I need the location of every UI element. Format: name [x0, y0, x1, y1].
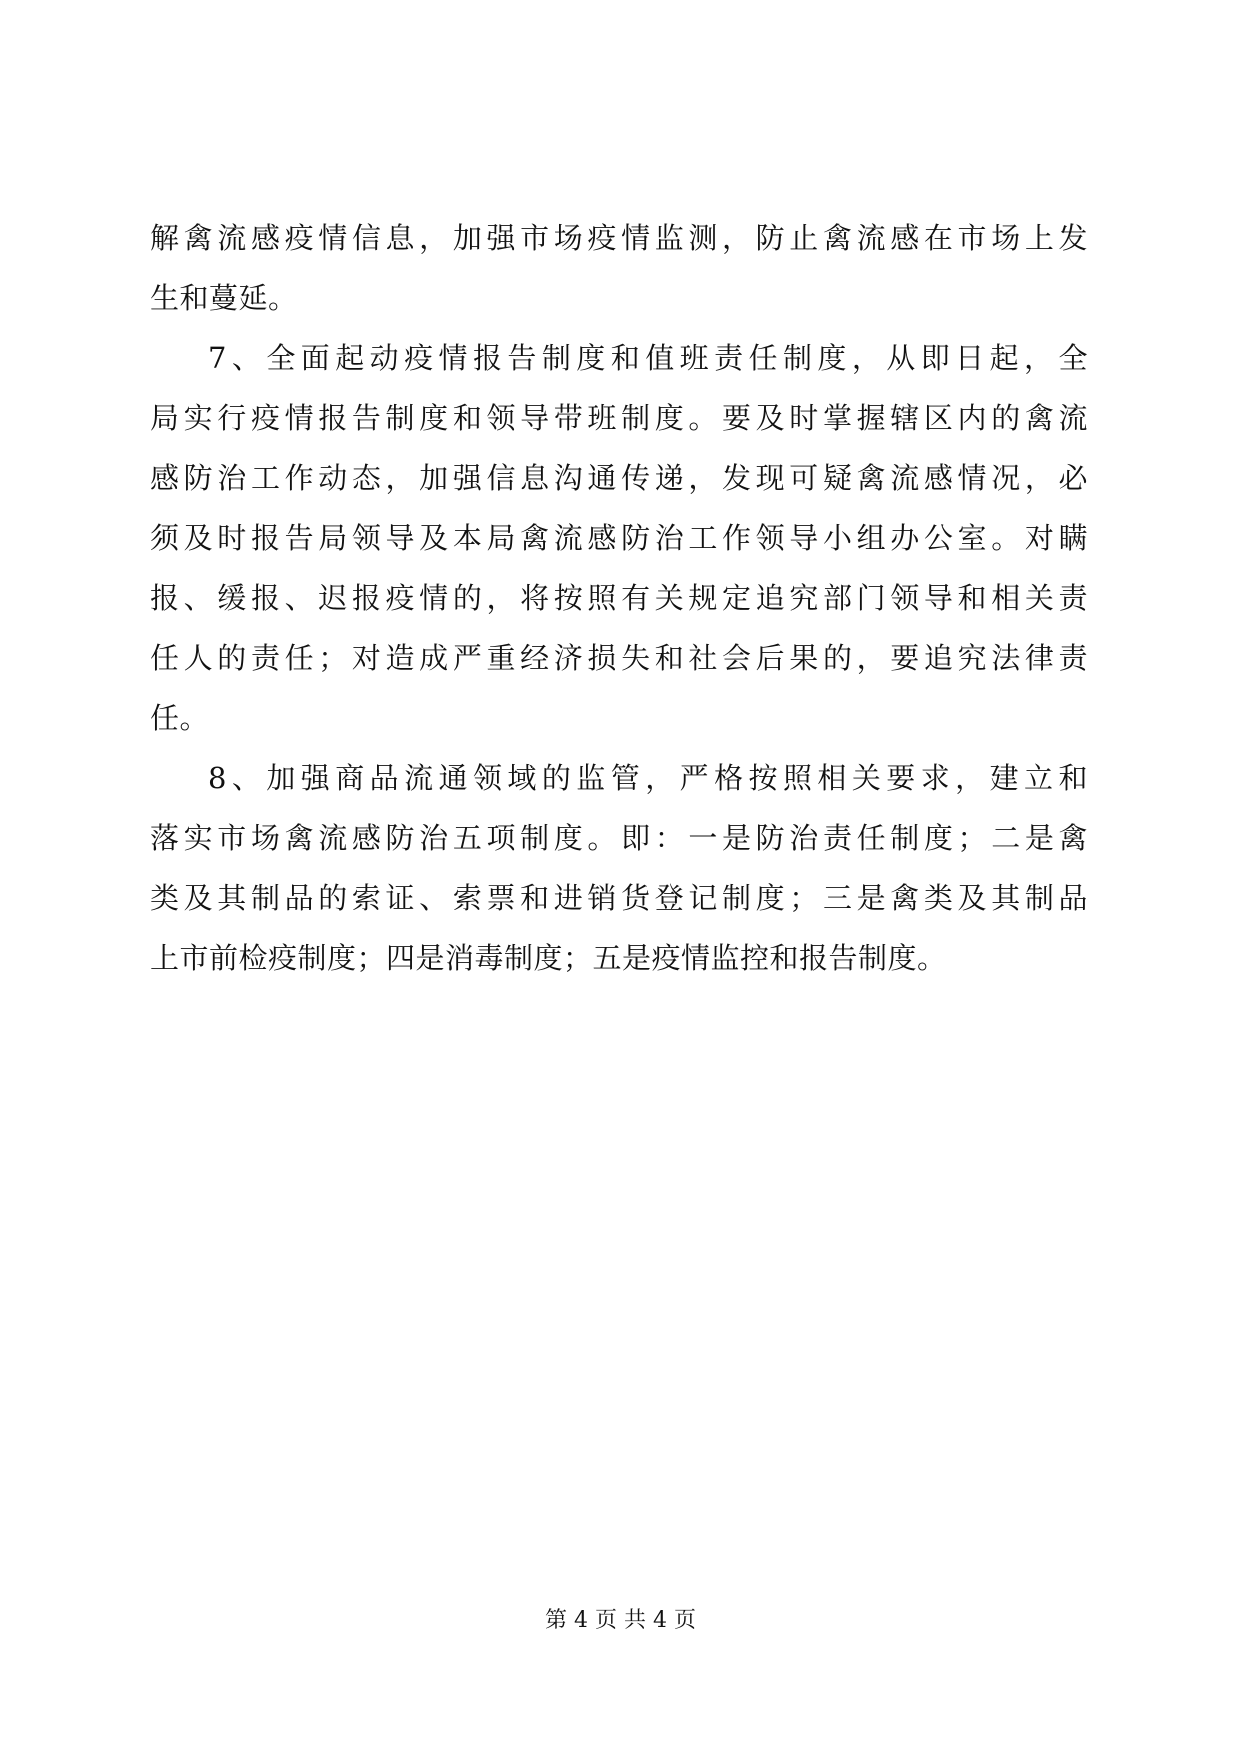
- text-line: 须及时报告局领导及本局禽流感防治工作领导小组办公室。对瞒: [150, 521, 1088, 555]
- text-line: 局实行疫情报告制度和领导带班制度。要及时掌握辖区内的禽流: [150, 401, 1088, 435]
- text-line: 任人的责任；对造成严重经济损失和社会后果的，要追究法律责: [150, 641, 1088, 675]
- text-line: 上市前检疫制度；四是消毒制度；五是疫情监控和报告制度。: [150, 941, 947, 975]
- text-line: 解禽流感疫情信息，加强市场疫情监测，防止禽流感在市场上发: [150, 221, 1088, 255]
- text-line: 任。: [150, 701, 210, 735]
- page-number-footer: 第 4 页 共 4 页: [545, 1608, 696, 1633]
- text-line: 类及其制品的索证、索票和进销货登记制度；三是禽类及其制品: [150, 881, 1088, 915]
- text-line: 生和蔓延。: [150, 281, 298, 315]
- text-line: 8、加强商品流通领域的监管，严格按照相关要求，建立和: [208, 761, 1088, 795]
- text-line: 报、缓报、迟报疫情的，将按照有关规定追究部门领导和相关责: [150, 581, 1088, 615]
- document-body: [150, 208, 1088, 988]
- text-line: 7、全面起动疫情报告制度和值班责任制度，从即日起，全: [208, 341, 1088, 375]
- text-line: 感防治工作动态，加强信息沟通传递，发现可疑禽流感情况，必: [150, 461, 1088, 495]
- text-line: 落实市场禽流感防治五项制度。即：一是防治责任制度；二是禽: [150, 821, 1088, 855]
